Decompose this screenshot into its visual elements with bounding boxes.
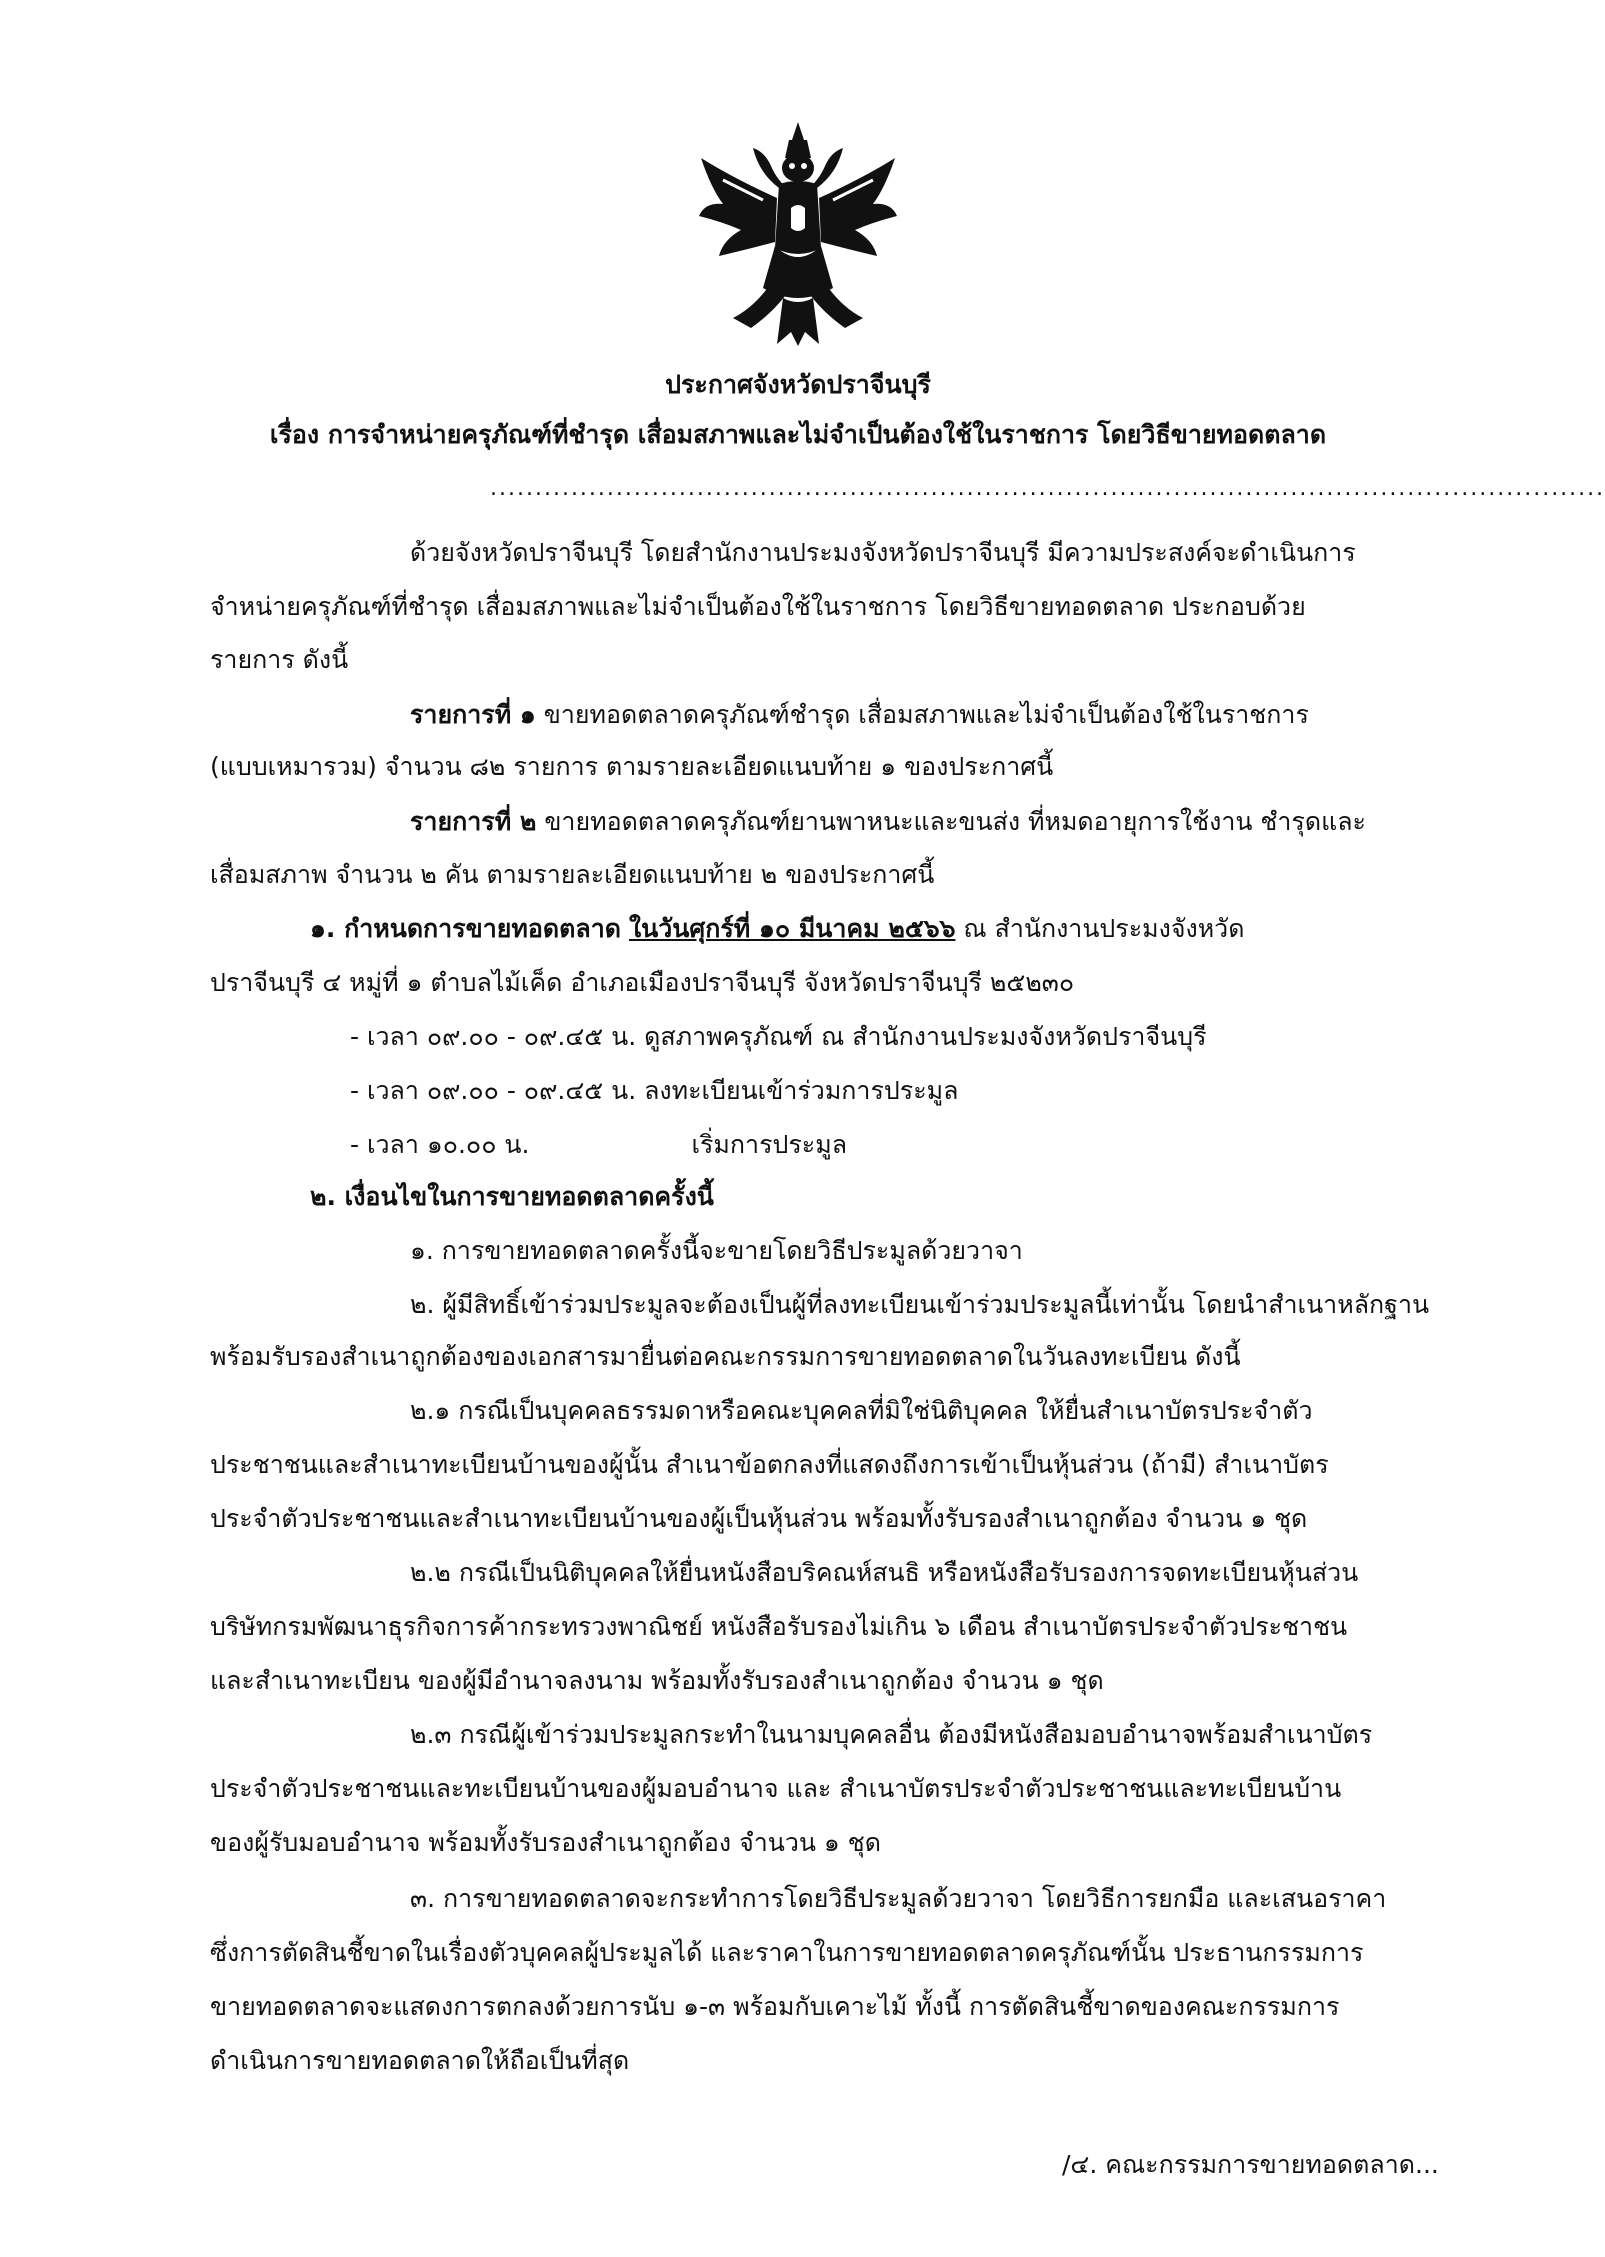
item-1-line-2: (แบบเหมารวม) จำนวน ๘๒ รายการ ตามรายละเอียดแนบท้าย ๑ ของประกาศนี้	[210, 752, 1054, 781]
condition-2-1-line-2: ประชาชนและสำเนาทะเบียนบ้านของผู้นั้น สำเนาข้อตกลงที่แสดงถึงการเข้าเป็นหุ้นส่วน (ถ้ามี) สำเนาบัตร	[210, 1450, 1329, 1479]
schedule-item-3-time: - เวลา ๑๐.๐๐ น.	[350, 1130, 530, 1159]
condition-2-2-line-3: และสำเนาทะเบียน ของผู้มีอำนาจลงนาม พร้อมทั้งรับรองสำเนาถูกต้อง จำนวน ๑ ชุด	[210, 1666, 1104, 1695]
title-separator: ............................................................................................................................	[490, 476, 1605, 501]
condition-2-line-2: พร้อมรับรองสำเนาถูกต้องของเอกสารมายื่นต่อคณะกรรมการขายทอดตลาดในวันลงทะเบียน ดังนี้	[210, 1342, 1241, 1371]
condition-2-1-line-1: ๒.๑ กรณีเป็นบุคคลธรรมดาหรือคณะบุคคลที่มิใช่นิติบุคคล ให้ยื่นสำเนาบัตรประจำตัว	[410, 1396, 1313, 1425]
intro-line-2: จำหน่ายครุภัณฑ์ที่ชำรุด เสื่อมสภาพและไม่จำเป็นต้องใช้ในราชการ โดยวิธีขายทอดตลาด ประกอบด้วย	[210, 592, 1306, 621]
document-title: ประกาศจังหวัดปราจีนบุรี	[665, 370, 931, 399]
section-1-heading: ๑. กำหนดการขายทอดตลาด	[310, 914, 621, 943]
item-2-line-1	[410, 805, 1366, 839]
section-1-location: ณ สำนักงานประมงจังหวัด	[955, 914, 1245, 943]
condition-2-2-line-2: บริษัทกรมพัฒนาธุรกิจการค้ากระทรวงพาณิชย์ หนังสือรับรองไม่เกิน ๖ เดือน สำเนาบัตรประจำตัวประชาชน	[210, 1612, 1348, 1641]
continuation-note: /๔. คณะกรรมการขายทอดตลาด...	[1062, 2150, 1439, 2179]
schedule-item-1: - เวลา ๐๙.๐๐ - ๐๙.๔๕ น. ดูสภาพครุภัณฑ์ ณ สำนักงานประมงจังหวัดปราจีนบุรี	[350, 1022, 1207, 1051]
condition-2-1-line-3: ประจำตัวประชาชนและสำเนาทะเบียนบ้านของผู้เป็นหุ้นส่วน พร้อมทั้งรับรองสำเนาถูกต้อง จำนวน ๑ ชุด	[210, 1504, 1308, 1533]
condition-1: ๑. การขายทอดตลาดครั้งนี้จะขายโดยวิธีประมูลด้วยวาจา	[410, 1236, 1023, 1265]
item-2-text: ขายทอดตลาดครุภัณฑ์ยานพาหนะและขนส่ง ที่หมดอายุการใช้งาน ชำรุดและ	[536, 807, 1366, 836]
section-2-heading: ๒. เงื่อนไขในการขายทอดตลาดครั้งนี้	[310, 1182, 714, 1211]
item-2-label: รายการที่ ๒	[410, 807, 537, 836]
item-1-text: ขายทอดตลาดครุภัณฑ์ชำรุด เสื่อมสภาพและไม่จำเป็นต้องใช้ในราชการ	[535, 700, 1309, 729]
condition-2-line-1: ๒. ผู้มีสิทธิ์เข้าร่วมประมูลจะต้องเป็นผู้ที่ลงทะเบียนเข้าร่วมประมูลนี้เท่านั้น โดยนำสำเนาหลักฐาน	[410, 1290, 1430, 1319]
item-1-line-1	[410, 698, 1309, 732]
schedule-item-3	[350, 1128, 847, 1162]
garuda-emblem-icon	[693, 118, 903, 348]
condition-2-3-line-2: ประจำตัวประชาชนและทะเบียนบ้านของผู้มอบอำนาจ และ สำเนาบัตรประจำตัวประชาชนและทะเบียนบ้าน	[210, 1774, 1342, 1803]
condition-3-line-3: ขายทอดตลาดจะแสดงการตกลงด้วยการนับ ๑-๓ พร้อมกับเคาะไม้ ทั้งนี้ การตัดสินชี้ขาดของคณะกรรมการ	[210, 1992, 1340, 2021]
schedule-item-2: - เวลา ๐๙.๐๐ - ๐๙.๔๕ น. ลงทะเบียนเข้าร่วมการประมูล	[350, 1076, 959, 1105]
document-subject: เรื่อง การจำหน่ายครุภัณฑ์ที่ชำรุด เสื่อมสภาพและไม่จำเป็นต้องใช้ในราชการ โดยวิธีขายทอดตลาด	[269, 420, 1327, 449]
section-1-line-2: ปราจีนบุรี ๔ หมู่ที่ ๑ ตำบลไม้เค็ด อำเภอเมืองปราจีนบุรี จังหวัดปราจีนบุรี ๒๕๒๓๐	[210, 968, 1075, 997]
schedule-item-3-text: เริ่มการประมูล	[691, 1130, 848, 1159]
item-2-line-2: เสื่อมสภาพ จำนวน ๒ คัน ตามรายละเอียดแนบท้าย ๒ ของประกาศนี้	[210, 860, 935, 889]
auction-date: ในวันศุกร์ที่ ๑๐ มีนาคม ๒๕๖๖	[628, 914, 956, 943]
condition-2-3-line-3: ของผู้รับมอบอำนาจ พร้อมทั้งรับรองสำเนาถูกต้อง จำนวน ๑ ชุด	[210, 1828, 881, 1857]
section-1-line-1	[310, 912, 1244, 946]
condition-2-2-line-1: ๒.๒ กรณีเป็นนิติบุคคลให้ยื่นหนังสือบริคณห์สนธิ หรือหนังสือรับรองการจดทะเบียนหุ้นส่วน	[410, 1558, 1359, 1587]
condition-3-line-1: ๓. การขายทอดตลาดจะกระทำการโดยวิธีประมูลด้วยวาจา โดยวิธีการยกมือ และเสนอราคา	[410, 1884, 1387, 1913]
condition-3-line-4: ดำเนินการขายทอดตลาดให้ถือเป็นที่สุด	[210, 2046, 630, 2075]
item-1-label: รายการที่ ๑	[410, 700, 536, 729]
intro-line-3: รายการ ดังนี้	[210, 645, 349, 674]
condition-2-3-line-1: ๒.๓ กรณีผู้เข้าร่วมประมูลกระทำในนามบุคคลอื่น ต้องมีหนังสือมอบอำนาจพร้อมสำเนาบัตร	[410, 1720, 1373, 1749]
intro-line-1: ด้วยจังหวัดปราจีนบุรี โดยสำนักงานประมงจังหวัดปราจีนบุรี มีความประสงค์จะดำเนินการ	[410, 538, 1356, 567]
condition-3-line-2: ซึ่งการตัดสินชี้ขาดในเรื่องตัวบุคคลผู้ประมูลได้ และราคาในการขายทอดตลาดครุภัณฑ์นั้น ประธานกรรมการ	[210, 1938, 1364, 1967]
